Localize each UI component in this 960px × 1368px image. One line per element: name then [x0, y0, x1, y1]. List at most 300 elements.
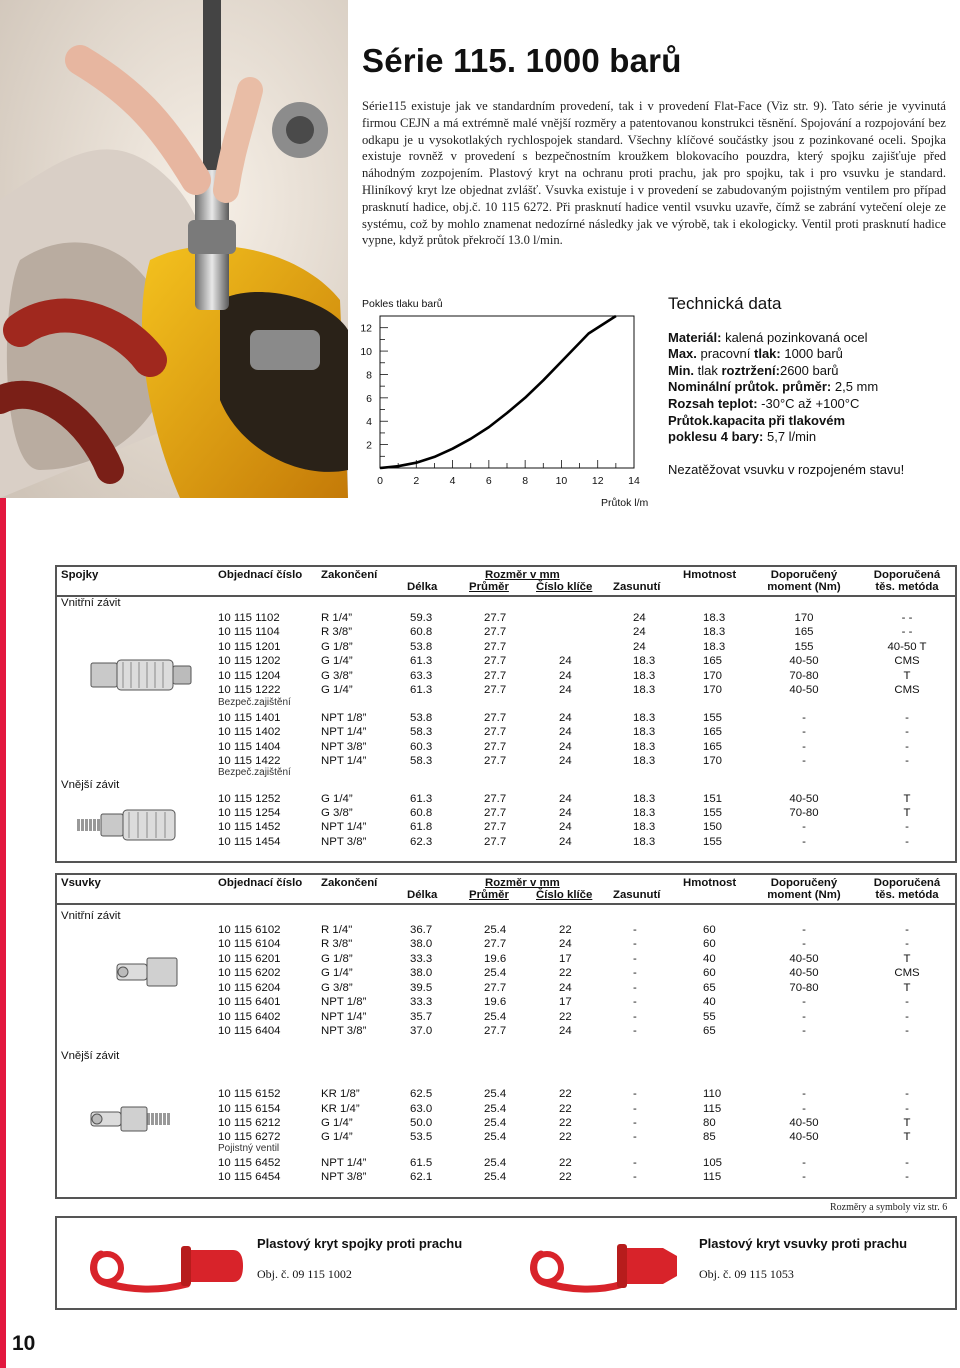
table-cell: 10 115 6454	[218, 1171, 281, 1183]
table-cell: -	[802, 821, 806, 833]
table-cell: -	[905, 938, 909, 950]
tech-label: poklesu 4 bary:	[668, 429, 764, 445]
table-cell: 22	[559, 1117, 572, 1129]
table-cell: -	[633, 1011, 637, 1023]
table-cell: 24	[559, 821, 572, 833]
table-cell: 24	[559, 938, 572, 950]
table-cell: -	[633, 1103, 637, 1115]
table-cell: T	[903, 670, 911, 682]
table-cell: R 3/8"	[321, 938, 353, 950]
table-cell: 170	[703, 755, 723, 767]
table-cell: -	[905, 836, 909, 848]
table-group-title: Spojky	[61, 569, 99, 581]
table-cell: 63.0	[410, 1103, 433, 1115]
table-cell: -	[633, 967, 637, 979]
safety-lock-label: Bezpeč.zajištění	[218, 767, 291, 778]
table-cell: -	[633, 1171, 637, 1183]
table-cell: 70-80	[789, 807, 819, 819]
table-cell: 25.4	[484, 967, 507, 979]
table-cell: -	[905, 726, 909, 738]
safety-valve-label: Pojistný ventil	[218, 1143, 280, 1154]
table-cell: 33.3	[410, 953, 433, 965]
spojky-table	[55, 565, 957, 863]
table-cell: 60.8	[410, 626, 433, 638]
table-cell: 63.3	[410, 670, 433, 682]
table-cell: 10 115 6152	[218, 1088, 281, 1100]
table-cell: 80	[703, 1117, 716, 1129]
table-cell: T	[903, 807, 911, 819]
table-cell: CMS	[894, 655, 920, 667]
table-cell: 19.6	[484, 996, 507, 1008]
tech-rows	[668, 330, 948, 446]
col-torque-unit: moment (Nm)	[767, 889, 841, 901]
table-cell: 18.3	[633, 712, 656, 724]
tech-label: Max.	[668, 346, 697, 362]
table-cell: 10 115 6452	[218, 1157, 281, 1169]
table-cell: CMS	[894, 684, 920, 696]
tech-label: Průtok.kapacita při tlakovém	[668, 412, 846, 428]
table-cell: 155	[794, 641, 814, 653]
table-cell: NPT 1/4”	[321, 1011, 367, 1023]
y-tick-label: 8	[366, 369, 372, 382]
table-cell: T	[903, 982, 911, 994]
table-cell: 62.3	[410, 836, 433, 848]
table-cell: -	[633, 1025, 637, 1037]
table-cell: 60.3	[410, 741, 433, 753]
tech-value: -30°C až +100°C	[757, 395, 860, 411]
table-cell: -	[905, 996, 909, 1008]
table-cell: 22	[559, 1131, 572, 1143]
col-thread: Zakončení	[321, 877, 378, 889]
nipple-cap-order: Obj. č. 09 115 1053	[699, 1267, 794, 1281]
col-length: Délka	[407, 889, 438, 901]
col-torque: Doporučený	[770, 877, 838, 889]
male-coupling-image	[75, 805, 185, 845]
table-cell: -	[905, 712, 909, 724]
table-cell: 27.7	[484, 938, 507, 950]
table-cell: NPT 1/4”	[321, 1157, 367, 1169]
table-cell: -	[905, 1011, 909, 1023]
table-cell: 24	[559, 670, 572, 682]
x-tick-label: 2	[413, 475, 420, 487]
table-cell: 10 115 1402	[218, 726, 281, 738]
table-cell: -	[905, 741, 909, 753]
table-cell: -	[633, 953, 637, 965]
table-cell: -	[802, 996, 806, 1008]
group-label-internal: Vnitřní závit	[61, 597, 121, 609]
coupling-dust-cap-icon	[87, 1232, 247, 1298]
table-cell: 10 115 6104	[218, 938, 281, 950]
chart-frame	[380, 316, 634, 468]
table-cell: 170	[703, 684, 723, 696]
table-cell: 24	[559, 684, 572, 696]
table-cell: -	[905, 755, 909, 767]
table-cell: T	[903, 1117, 911, 1129]
table-cell: 24	[559, 712, 572, 724]
table-cell: 22	[559, 1011, 572, 1023]
table-cell: 165	[794, 626, 814, 638]
x-tick-label: 4	[449, 475, 456, 487]
table-cell: 58.3	[410, 755, 433, 767]
col-wrench: Číslo klíče	[536, 889, 593, 901]
table-cell: 62.5	[410, 1088, 433, 1100]
table-cell: 10 115 1252	[218, 793, 281, 805]
table-cell: 24	[559, 1025, 572, 1037]
safety-lock-label: Bezpeč.zajištění	[218, 697, 291, 708]
table-cell: -	[905, 1171, 909, 1183]
table-cell: KR 1/8”	[321, 1088, 360, 1100]
table-cell: -	[802, 726, 806, 738]
table-cell: NPT 1/4”	[321, 755, 367, 767]
col-order-number: Objednací číslo	[218, 877, 303, 889]
table-cell: 10 115 1201	[218, 641, 281, 653]
table-cell: 25.4	[484, 1103, 507, 1115]
page-number: 10	[12, 1332, 36, 1355]
tech-label: Min.	[668, 362, 694, 378]
x-tick-label: 12	[591, 475, 604, 487]
table-cell: 24	[559, 793, 572, 805]
table-cell: 10 115 1202	[218, 655, 281, 667]
table-cell: 60	[703, 924, 716, 936]
y-tick-label: 10	[360, 346, 372, 359]
group-label-external: Vnější závit	[61, 1050, 120, 1062]
table-cell: 151	[703, 793, 723, 805]
col-torque: Doporučený	[770, 569, 838, 581]
pressure-drop-chart	[358, 290, 658, 514]
table-cell: 37.0	[410, 1025, 433, 1037]
table-cell: 50.0	[410, 1117, 433, 1129]
table-cell: 10 115 6154	[218, 1103, 281, 1115]
table-cell: 38.0	[410, 967, 433, 979]
table-cell: 35.7	[410, 1011, 433, 1023]
table-cell: -	[633, 938, 637, 950]
tech-row	[668, 396, 948, 413]
table-cell: -	[802, 938, 806, 950]
table-cell: 17	[559, 996, 572, 1008]
table-cell: 25.4	[484, 1088, 507, 1100]
col-dimensions: Rozměr v mm	[485, 877, 560, 889]
table-cell: 115	[703, 1171, 722, 1183]
table-cell: 10 115 1222	[218, 684, 281, 696]
table-cell: 10 115 6212	[218, 1117, 281, 1129]
table-cell: CMS	[894, 967, 920, 979]
table-cell: 19.6	[484, 953, 507, 965]
vsuvky-table	[55, 873, 957, 1199]
table-cell: R 3/8”	[321, 626, 353, 638]
coupling-cap-order: Obj. č. 09 115 1002	[257, 1267, 352, 1281]
table-cell: 27.7	[484, 836, 507, 848]
table-cell: 61.3	[410, 655, 433, 667]
y-tick-label: 2	[366, 439, 372, 452]
table-cell: 27.7	[484, 612, 507, 624]
table-cell: T	[903, 1131, 911, 1143]
table-group-title: Vsuvky	[61, 877, 101, 889]
table-cell: -	[802, 1103, 806, 1115]
table-cell: 40-50	[789, 684, 819, 696]
table-cell: 24	[559, 755, 572, 767]
tech-value: 2,5 mm	[831, 379, 879, 395]
table-cell: 40-50	[789, 793, 819, 805]
table-cell: 10 115 1401	[218, 712, 281, 724]
table-cell: 59.3	[410, 612, 433, 624]
table-cell: 25.4	[484, 1171, 507, 1183]
table-cell: 27.7	[484, 793, 507, 805]
table-cell: NPT 3/8”	[321, 1025, 367, 1037]
table-cell: -	[633, 982, 637, 994]
table-cell: 110	[703, 1088, 722, 1100]
table-cell: 61.5	[410, 1157, 433, 1169]
table-cell: 18.3	[633, 821, 656, 833]
table-cell: NPT 1/4”	[321, 821, 367, 833]
table-cell: 40-50	[789, 1117, 819, 1129]
table-cell: 18.3	[633, 836, 656, 848]
col-seal-method: těs. metóda	[875, 581, 939, 593]
table-cell: 18.3	[633, 741, 656, 753]
table-cell: 24	[633, 612, 646, 624]
table-cell: 65	[703, 1025, 716, 1037]
tech-value: 1000 barů	[780, 346, 843, 362]
table-cell: 165	[703, 726, 723, 738]
table-cell: 165	[703, 741, 723, 753]
tech-value: 5,7 l/min	[763, 429, 817, 445]
table-cell: 38.0	[410, 938, 433, 950]
table-cell: -	[905, 1103, 909, 1115]
table-cell: 70-80	[789, 982, 819, 994]
x-tick-label: 0	[377, 475, 383, 487]
table-cell: 60	[703, 967, 716, 979]
table-cell: 40	[703, 953, 716, 965]
table-cell: G 1/4”	[321, 684, 353, 696]
table-cell: 27.7	[484, 821, 507, 833]
tech-row	[668, 346, 948, 363]
table-cell: 22	[559, 1171, 572, 1183]
page-title: Série 115. 1000 barů	[362, 42, 682, 79]
table-cell: NPT 3/8”	[321, 741, 367, 753]
tech-warning: Nezatěžovat vsuvku v rozpojeném stavu!	[668, 461, 905, 477]
table-cell: 61.3	[410, 793, 433, 805]
table-cell: 24	[559, 655, 572, 667]
female-nipple-image	[97, 952, 207, 992]
pressure-curve	[380, 316, 616, 468]
table-cell: 40-50	[789, 1131, 819, 1143]
table-cell: 27.7	[484, 741, 507, 753]
table-cell: G 1/4”	[321, 793, 353, 805]
table-cell: -	[905, 1157, 909, 1169]
table-cell: 22	[559, 1103, 572, 1115]
table-cell: 10 115 6102	[218, 924, 281, 936]
y-tick-label: 12	[360, 322, 372, 335]
table-cell: -	[802, 1157, 806, 1169]
table-cell: 18.3	[633, 726, 656, 738]
col-length: Délka	[407, 581, 438, 593]
table-cell: G 1/4”	[321, 1131, 353, 1143]
table-cell: 24	[559, 982, 572, 994]
table-cell: 27.7	[484, 982, 507, 994]
table-cell: -	[905, 924, 909, 936]
table-cell: 155	[703, 712, 723, 724]
table-cell: 33.3	[410, 996, 433, 1008]
table-cell: 85	[703, 1131, 716, 1143]
tech-label: Nominální průtok.	[668, 379, 779, 395]
table-cell: G 1/4”	[321, 1117, 353, 1129]
tech-label: tlak:	[754, 346, 781, 362]
table-cell: 10 115 1454	[218, 836, 281, 848]
table-cell: 27.7	[484, 726, 507, 738]
table-cell: 18.3	[703, 612, 726, 624]
tech-value: pracovní	[696, 346, 754, 362]
table-cell: 25.4	[484, 924, 507, 936]
table-cell: -	[802, 836, 806, 848]
tech-row	[668, 379, 948, 396]
coupling-cap-title: Plastový kryt spojky proti prachu	[257, 1236, 463, 1251]
table-cell: 10 115 6404	[218, 1025, 281, 1037]
col-seal: Doporučená	[873, 569, 941, 581]
table-cell: -	[802, 1171, 806, 1183]
table-cell: 61.3	[410, 684, 433, 696]
table-cell: T	[903, 953, 911, 965]
table-cell: - -	[901, 612, 913, 624]
x-tick-label: 10	[555, 475, 568, 487]
table-cell: 55	[703, 1011, 716, 1023]
dust-caps-box	[55, 1216, 957, 1310]
tech-value: tlak	[694, 362, 722, 378]
table-cell: 58.3	[410, 726, 433, 738]
chart-xlabel: Průtok l/m	[601, 497, 649, 509]
chart-title: Pokles tlaku barů	[362, 298, 443, 310]
y-tick-label: 6	[366, 392, 372, 405]
col-diameter: Průměr	[469, 581, 509, 593]
table-cell: 60	[703, 938, 716, 950]
male-nipple-image	[77, 1099, 187, 1139]
table-cell: 24	[559, 741, 572, 753]
table-cell: 39.5	[410, 982, 433, 994]
table-cell: 27.7	[484, 755, 507, 767]
table-cell: 10 115 1204	[218, 670, 281, 682]
table-cell: 24	[633, 626, 646, 638]
col-wrench: Číslo klíče	[536, 581, 593, 593]
col-seal-method: těs. metóda	[875, 889, 939, 901]
table-cell: 53.5	[410, 1131, 433, 1143]
table-cell: 40	[703, 996, 716, 1008]
tech-value: kalená pozinkovaná ocel	[721, 329, 868, 345]
table-cell: 10 115 1254	[218, 807, 281, 819]
table-cell: 40-50	[789, 967, 819, 979]
x-tick-label: 8	[522, 475, 529, 487]
tech-heading: Technická data	[668, 294, 782, 313]
table-cell: 24	[559, 726, 572, 738]
table-cell: 36.7	[410, 924, 433, 936]
table-cell: 40-50	[789, 953, 819, 965]
table-cell: 10 115 6201	[218, 953, 281, 965]
table-cell: -	[802, 1011, 806, 1023]
table-cell: 61.8	[410, 821, 433, 833]
table-cell: -	[633, 924, 637, 936]
table-cell: 10 115 6401	[218, 996, 281, 1008]
tech-row	[668, 330, 948, 347]
table-cell: 22	[559, 1157, 572, 1169]
table-cell: -	[802, 755, 806, 767]
table-cell: G 1/4”	[321, 655, 353, 667]
table-cell: G 1/8”	[321, 641, 353, 653]
col-insertion: Zasunutí	[613, 581, 661, 593]
table-cell: 18.3	[633, 670, 656, 682]
table-cell: -	[802, 1025, 806, 1037]
table-cell: 27.7	[484, 626, 507, 638]
table-cell: 70-80	[789, 670, 819, 682]
table-cell: -	[633, 1131, 637, 1143]
table-cell: G 3/8”	[321, 982, 353, 994]
table-cell: T	[903, 793, 911, 805]
table-cell: G 1/4”	[321, 967, 353, 979]
col-weight: Hmotnost	[683, 877, 737, 889]
table-cell: 24	[559, 807, 572, 819]
col-order-number: Objednací číslo	[218, 569, 303, 581]
group-label-internal: Vnitřní závit	[61, 910, 121, 922]
group-label-external: Vnější závit	[61, 779, 120, 791]
table-cell: 25.4	[484, 1157, 507, 1169]
col-torque-unit: moment (Nm)	[767, 581, 841, 593]
table-cell: 24	[633, 641, 646, 653]
table-cell: 27.7	[484, 641, 507, 653]
table-cell: 27.7	[484, 655, 507, 667]
tech-row	[668, 429, 948, 446]
dimensions-note: Rozměry a symboly viz str. 6	[830, 1202, 948, 1213]
table-cell: -	[633, 1157, 637, 1169]
table-cell: 155	[703, 836, 723, 848]
table-cell: 10 115 6402	[218, 1011, 281, 1023]
table-cell: 60.8	[410, 807, 433, 819]
table-cell: 62.1	[410, 1171, 433, 1183]
female-coupling-image	[87, 655, 197, 695]
table-cell: 65	[703, 982, 716, 994]
table-cell: 105	[703, 1157, 723, 1169]
table-cell: 25.4	[484, 1117, 507, 1129]
table-cell: NPT 3/8”	[321, 836, 367, 848]
table-cell: KR 1/4”	[321, 1103, 360, 1115]
table-cell: -	[802, 741, 806, 753]
nipple-dust-cap-icon	[527, 1232, 687, 1298]
table-cell: 22	[559, 924, 572, 936]
table-cell: 10 115 1102	[218, 612, 280, 624]
table-cell: 18.3	[633, 807, 656, 819]
table-cell: 115	[703, 1103, 722, 1115]
table-cell: 27.7	[484, 670, 507, 682]
table-cell: -	[633, 996, 637, 1008]
table-cell: NPT 1/4”	[321, 726, 367, 738]
table-cell: 150	[703, 821, 723, 833]
table-cell: 27.7	[484, 684, 507, 696]
table-cell: 22	[559, 967, 572, 979]
table-cell: 40-50	[789, 655, 819, 667]
table-cell: -	[905, 821, 909, 833]
tech-label: průměr:	[782, 379, 832, 395]
table-cell: - -	[901, 626, 913, 638]
table-cell: 27.7	[484, 1025, 507, 1037]
tech-label: roztržení:	[721, 362, 780, 378]
table-cell: R 1/4"	[321, 924, 353, 936]
table-cell: -	[802, 1088, 806, 1100]
table-cell: 10 115 1104	[218, 626, 280, 638]
col-seal: Doporučená	[873, 877, 941, 889]
col-dimensions: Rozměr v mm	[485, 569, 560, 581]
table-cell: 25.4	[484, 1011, 507, 1023]
table-cell: -	[905, 1025, 909, 1037]
table-cell: 18.3	[633, 684, 656, 696]
table-cell: 18.3	[633, 793, 656, 805]
table-cell: 165	[703, 655, 723, 667]
col-thread: Zakončení	[321, 569, 378, 581]
table-cell: 27.7	[484, 807, 507, 819]
